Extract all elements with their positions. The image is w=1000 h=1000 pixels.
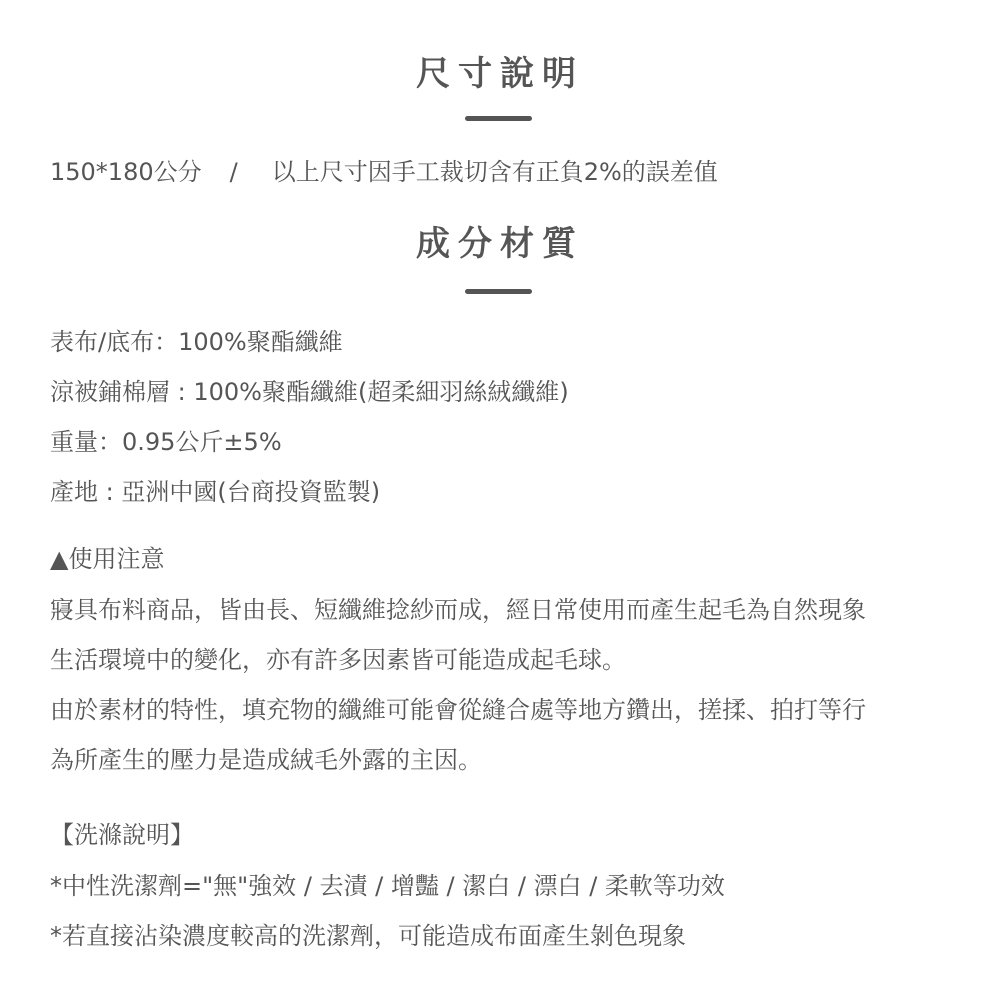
material-section-divider <box>465 289 532 294</box>
material-filling-line: 涼被鋪棉層 : 100%聚酯纖維(超柔細羽絲絨纖維) <box>50 378 569 406</box>
size-section-divider <box>465 116 532 121</box>
usage-note-line: 由於素材的特性，填充物的纖維可能會從縫合處等地方鑽出，搓揉、拍打等行 <box>50 696 866 724</box>
material-origin-line: 產地 : 亞洲中國(台商投資監製) <box>50 478 381 506</box>
size-dimensions: 150*180公分 <box>50 158 202 186</box>
size-section-title: 尺寸說明 <box>416 54 584 94</box>
material-section-title: 成分材質 <box>416 224 584 264</box>
size-separator: / <box>229 158 238 186</box>
size-tolerance-note: 以上尺寸因手工裁切含有正負2%的誤差值 <box>271 158 718 186</box>
washing-instructions-heading: 【洗滌說明】 <box>50 821 194 849</box>
washing-instruction-line: *中性洗潔劑="無"強效 / 去漬 / 增豔 / 潔白 / 漂白 / 柔軟等功效 <box>50 872 725 900</box>
material-fabric-line: 表布/底布：100%聚酯纖維 <box>50 328 343 356</box>
washing-instruction-line: *若直接沾染濃度較高的洗潔劑，可能造成布面產生剝色現象 <box>50 922 686 950</box>
usage-note-line: 寢具布料商品，皆由長、短纖維捻紗而成，經日常使用而產生起毛為自然現象 <box>50 596 866 624</box>
usage-note-line: 生活環境中的變化，亦有許多因素皆可能造成起毛球。 <box>50 646 626 674</box>
material-weight-line: 重量：0.95公斤±5% <box>50 428 282 456</box>
size-info-line <box>50 156 718 188</box>
usage-notes-heading: ▲使用注意 <box>50 545 165 573</box>
usage-note-line: 為所產生的壓力是造成絨毛外露的主因。 <box>50 746 482 774</box>
